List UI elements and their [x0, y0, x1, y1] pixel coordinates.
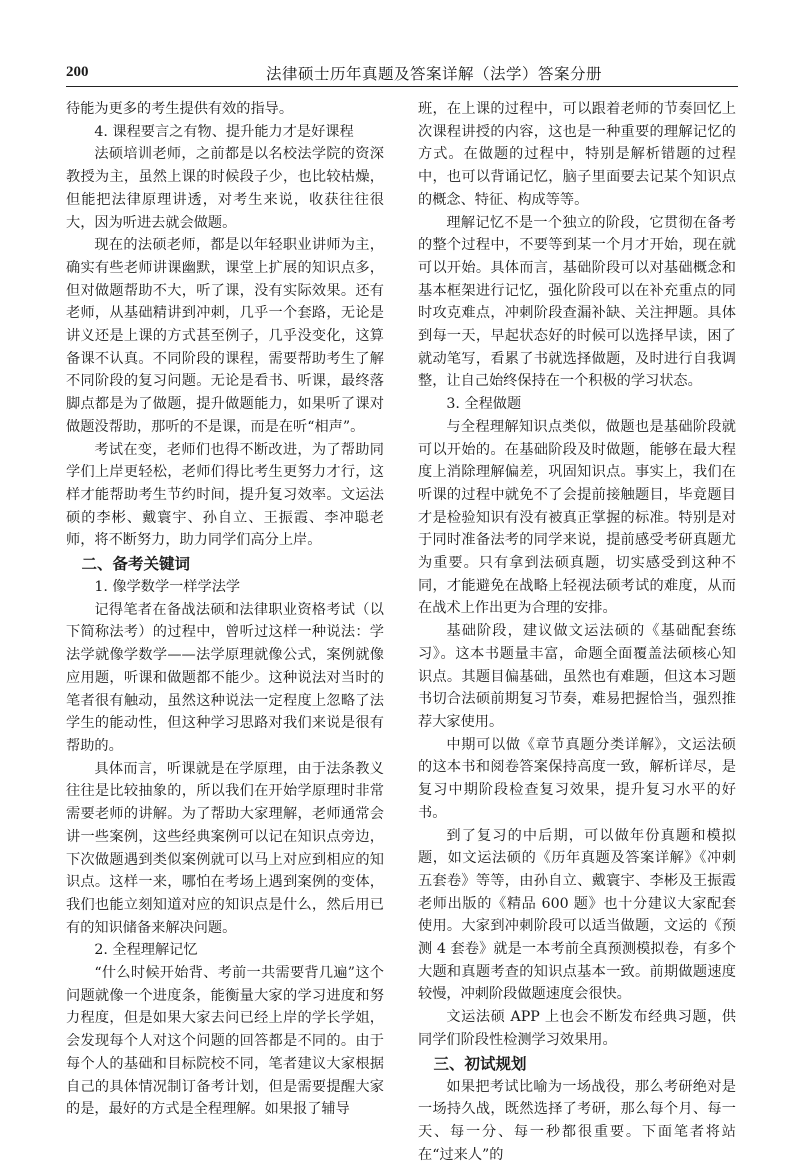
section-heading-planning: 三、初试规划: [433, 1054, 527, 1073]
paragraph: 中期可以做《章节真题分类详解》，文运法硕的这本书和阅卷答案保持高度一致，解析详尽，是复习中期阶段检查复习效果，提升复习水平的好书。: [418, 736, 736, 821]
page-number: 200: [66, 64, 89, 80]
page-header: [66, 56, 738, 87]
paragraph: 记得笔者在备战法硕和法律职业资格考试（以下简称法考）的过程中，曾听过这样一种说法：学法学就像学数学——法学原理就像公式，案例就像应用题，听课和做题都不能少。这种说法对当时的笔者很有触动，虽然这种说法一定程度上忽略了法学生的能动性，但这种学习思路对我们来说是很有帮助的。: [66, 601, 384, 754]
left-column: [66, 98, 384, 1121]
paragraph: 基础阶段，建议做文运法硕的《基础配套练习》。这本书题量丰富，命题全面覆盖法硕核心知识点。其题目偏基础，虽然也有难题，但这本习题书切合法硕前期复习节奏，难易把握恰当，强烈推荐大家使用。: [418, 623, 736, 730]
running-title: 法律硕士历年真题及答案详解（法学）答案分册: [266, 65, 603, 83]
paragraph: 具体而言，听课就是在学原理，由于法条教义往往是比较抽象的，所以我们在开始学原理时非常需要老师的讲解。为了帮助大家理解，老师通常会讲一些案例，这些经典案例可以记在知识点旁边，下次做题遇到类似案例就可以马上对应到相应的知识点。这样一来，哪怕在考场上遇到案例的变体，我们也能立刻知道对应的知识点是什么，然后用已有的知识储备来解决问题。: [66, 760, 384, 936]
paragraph: 考试在变，老师们也得不断改进，为了帮助同学们上岸更轻松，老师们得比考生更努力才行，这样才能帮助考生节约时间，提升复习效率。文运法硕的李彬、戴寰宇、孙自立、王振霞、李冲聪老师，将不断努力，助力同学们高分上岸。: [66, 441, 384, 549]
subheading-understanding: 2. 全程理解记忆: [94, 942, 198, 959]
paragraph: 理解记忆不是一个独立的阶段，它贯彻在备考的整个过程中，不要等到某一个月才开始，现在就可以开始。具体而言，基础阶段可以对基础概念和基本框架进行记忆，强化阶段可以在补充重点的同时攻克难点，冲刺阶段查漏补缺、关注押题。具体到每一天，早起状态好的时候可以选择早读，困了就动笔写，看累了书就选择做题，及时进行自我调整，让自己始终保持在一个积极的学习状态。: [418, 214, 736, 390]
paragraph: 与全程理解知识点类似，做题也是基础阶段就可以开始的。在基础阶段及时做题，能够在最大程度上消除理解偏差，巩固知识点。事实上，我们在听课的过程中就免不了会提前接触题目，毕竟题目才是检验知识有没有被真正掌握的标准。特别是对于同时准备法考的同学来说，提前感受考研真题尤为重要。只有拿到法硕真题，切实感受到这种不同，才能避免在战略上轻视法硕考试的难度，从而在战术上作出更为合理的安排。: [418, 418, 736, 617]
paragraph: “什么时候开始背、考前一共需要背几遍”这个问题就像一个进度条，能衡量大家的学习进度和努力程度，但是如果大家去问已经上岸的学长学姐，会发现每个人对这个问题的回答都是不同的。由于每个人的基础和目标院校不同，笔者建议大家根据自己的具体情况制订备考计划，但是需要提醒大家的是，最好的方式是全程理解。如果报了辅导: [66, 965, 384, 1118]
paragraph: 待能为更多的考生提供有效的指导。: [66, 101, 294, 117]
subheading-practice: 3. 全程做题: [446, 396, 522, 413]
paragraph: 法硕培训老师，之前都是以名校法学院的资深教授为主，虽然上课的时候段子少，也比较枯燥，但能把法律原理讲透，对考生来说，收获往往很大，因为听进去就会做题。: [66, 146, 384, 231]
subheading-course: 4. 课程要言之有物、提升能力才是好课程: [94, 123, 354, 140]
right-column: [418, 98, 736, 1166]
section-heading-keywords: 二、备考关键词: [81, 555, 191, 574]
paragraph: 到了复习的中后期，可以做年份真题和模拟题，如文运法硕的《历年真题及答案详解》《冲刺五套卷》等等，由孙自立、戴寰宇、李彬及王振霞老师出版的《精品 600 题》也十分建议大家配套使用。大家到冲刺阶段可以适当做题，文运的《预测 4 套卷》就是一本考前全真预测模拟卷，有多个大题和真题考查的知识点基本一致。前期做题速度较慢，冲刺阶段做题速度会很快。: [418, 827, 736, 1003]
paragraph: 如果把考试比喻为一场战役，那么考研绝对是一场持久战，既然选择了考研，那么每个月、每一天、每一分、每一秒都很重要。下面笔者将站在“过来人”的: [418, 1078, 736, 1163]
paragraph: 文运法硕 APP 上也会不断发布经典习题，供同学们阶段性检测学习效果用。: [418, 1009, 736, 1048]
subheading-math: 1. 像学数学一样学法学: [94, 579, 241, 596]
paragraph: 班，在上课的过程中，可以跟着老师的节奏回忆上次课程讲授的内容，这也是一种重要的理解记忆的方式。在做题的过程中，特别是解析错题的过程中，也可以背诵记忆，脑子里面要去记某个知识点的概念、特征、构成等等。: [418, 101, 736, 208]
paragraph: 现在的法硕老师，都是以年轻职业讲师为主，确实有些老师讲课幽默，课堂上扩展的知识点多，但对做题帮助不大，听了课，没有实际效果。还有老师，从基础精讲到冲刺，几乎一个套路，无论是讲义还是上课的方式甚至例子，几乎没变化，这算备课不认真。不同阶段的课程，需要帮助考生了解不同阶段的复习问题。无论是看书、听课，最终落脚点都是为了做题，提升做题能力，如果听了课对做题没帮助，那听的不是课，而是在听“相声”。: [66, 237, 384, 435]
